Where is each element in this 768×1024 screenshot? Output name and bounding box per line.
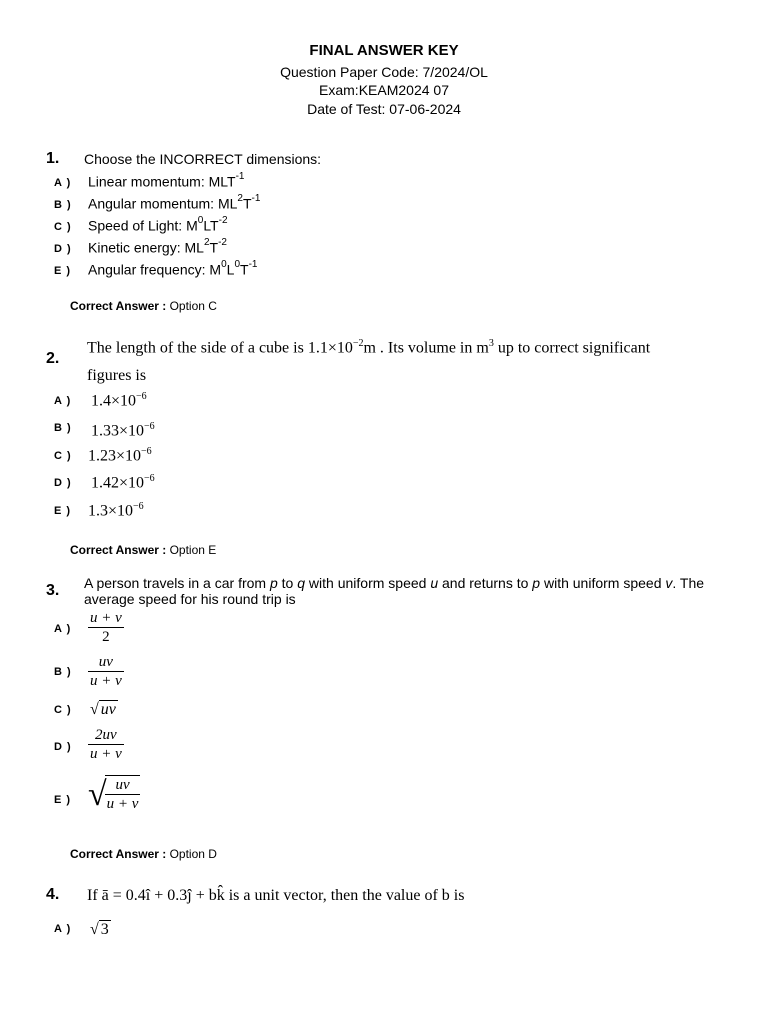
option-b: $1.33\times 10^{-6}$: [91, 421, 155, 440]
option-a: $1.4\times 10^{-6}$: [91, 391, 147, 410]
sqrt-icon: √: [88, 776, 107, 813]
option-c: Speed of Light: $M^0LT^{-2}$: [88, 215, 228, 234]
sqrt-icon: √: [90, 701, 99, 718]
option-label: B ): [54, 422, 72, 434]
option-label: D ): [54, 477, 72, 489]
option-b: Angular momentum: $ML^2T^{-1}$: [88, 193, 261, 212]
correct-answer: Correct Answer : Option E: [70, 543, 217, 557]
question-text-line2: figures is: [87, 367, 147, 384]
option-d: $1.42\times 10^{-6}$: [91, 473, 155, 492]
question-text: A person travels in a car from p to q with uniform speed u and returns to p with uniform speed v. The: [84, 575, 705, 591]
sqrt-icon: √: [90, 921, 99, 938]
option-label: E ): [54, 265, 72, 277]
option-e: Angular frequency: $M^0L^0T^{-1}$: [88, 259, 258, 278]
question-number: 1.: [46, 150, 60, 167]
option-c: √ uv: [90, 701, 116, 718]
question-text: Choose the INCORRECT dimensions:: [84, 151, 322, 167]
option-label: A ): [54, 923, 72, 935]
option-label: C ): [54, 450, 72, 462]
question-text: The length of the side of a cube is $1.1\times 10^{-2}m$ . Its volume in $m^3$ up to correct significant: [87, 338, 651, 357]
page-title: FINAL ANSWER KEY: [309, 42, 459, 59]
question-number: 4.: [46, 886, 60, 903]
option-b: $\frac{uv}{u + v}$: [90, 654, 122, 689]
option-d: $\frac{2uv}{u + v}$: [90, 727, 122, 762]
question-text: If ā = 0.4î + 0.3ĵ + bk̂ is a unit vector, then the value of b is: [87, 887, 465, 904]
exam-name: Exam:KEAM2024 07: [319, 82, 449, 98]
question-text-line2: average speed for his round trip is: [84, 591, 296, 607]
option-label: A ): [54, 395, 72, 407]
option-label: B ): [54, 199, 72, 211]
correct-answer: Correct Answer : Option D: [70, 847, 217, 861]
correct-answer: Correct Answer : Option C: [70, 299, 217, 313]
option-e: √ $\frac{uv}{u + v}$: [88, 776, 139, 813]
option-label: D ): [54, 243, 72, 255]
option-c: $1.23\times 10^{-6}$: [88, 446, 152, 465]
option-label: C ): [54, 221, 72, 233]
option-label: D ): [54, 741, 72, 753]
option-a: Linear momentum: $MLT^{-1}$: [88, 171, 245, 190]
question-number: 3.: [46, 582, 60, 599]
option-label: A ): [54, 623, 72, 635]
test-date: Date of Test: 07-06-2024: [307, 101, 461, 117]
option-label: A ): [54, 177, 72, 189]
option-a: $\frac{u + v}{2}$: [90, 610, 122, 645]
option-label: B ): [54, 666, 72, 678]
option-a: √ 3: [90, 921, 109, 938]
option-label: C ): [54, 704, 72, 716]
question-number: 2.: [46, 350, 60, 367]
option-d: Kinetic energy: $ML^2T^{-2}$: [88, 237, 227, 256]
option-label: E ): [54, 794, 72, 806]
option-label: E ): [54, 505, 72, 517]
paper-code: Question Paper Code: 7/2024/OL: [280, 64, 488, 80]
option-e: $1.3\times 10^{-6}$: [88, 501, 144, 520]
